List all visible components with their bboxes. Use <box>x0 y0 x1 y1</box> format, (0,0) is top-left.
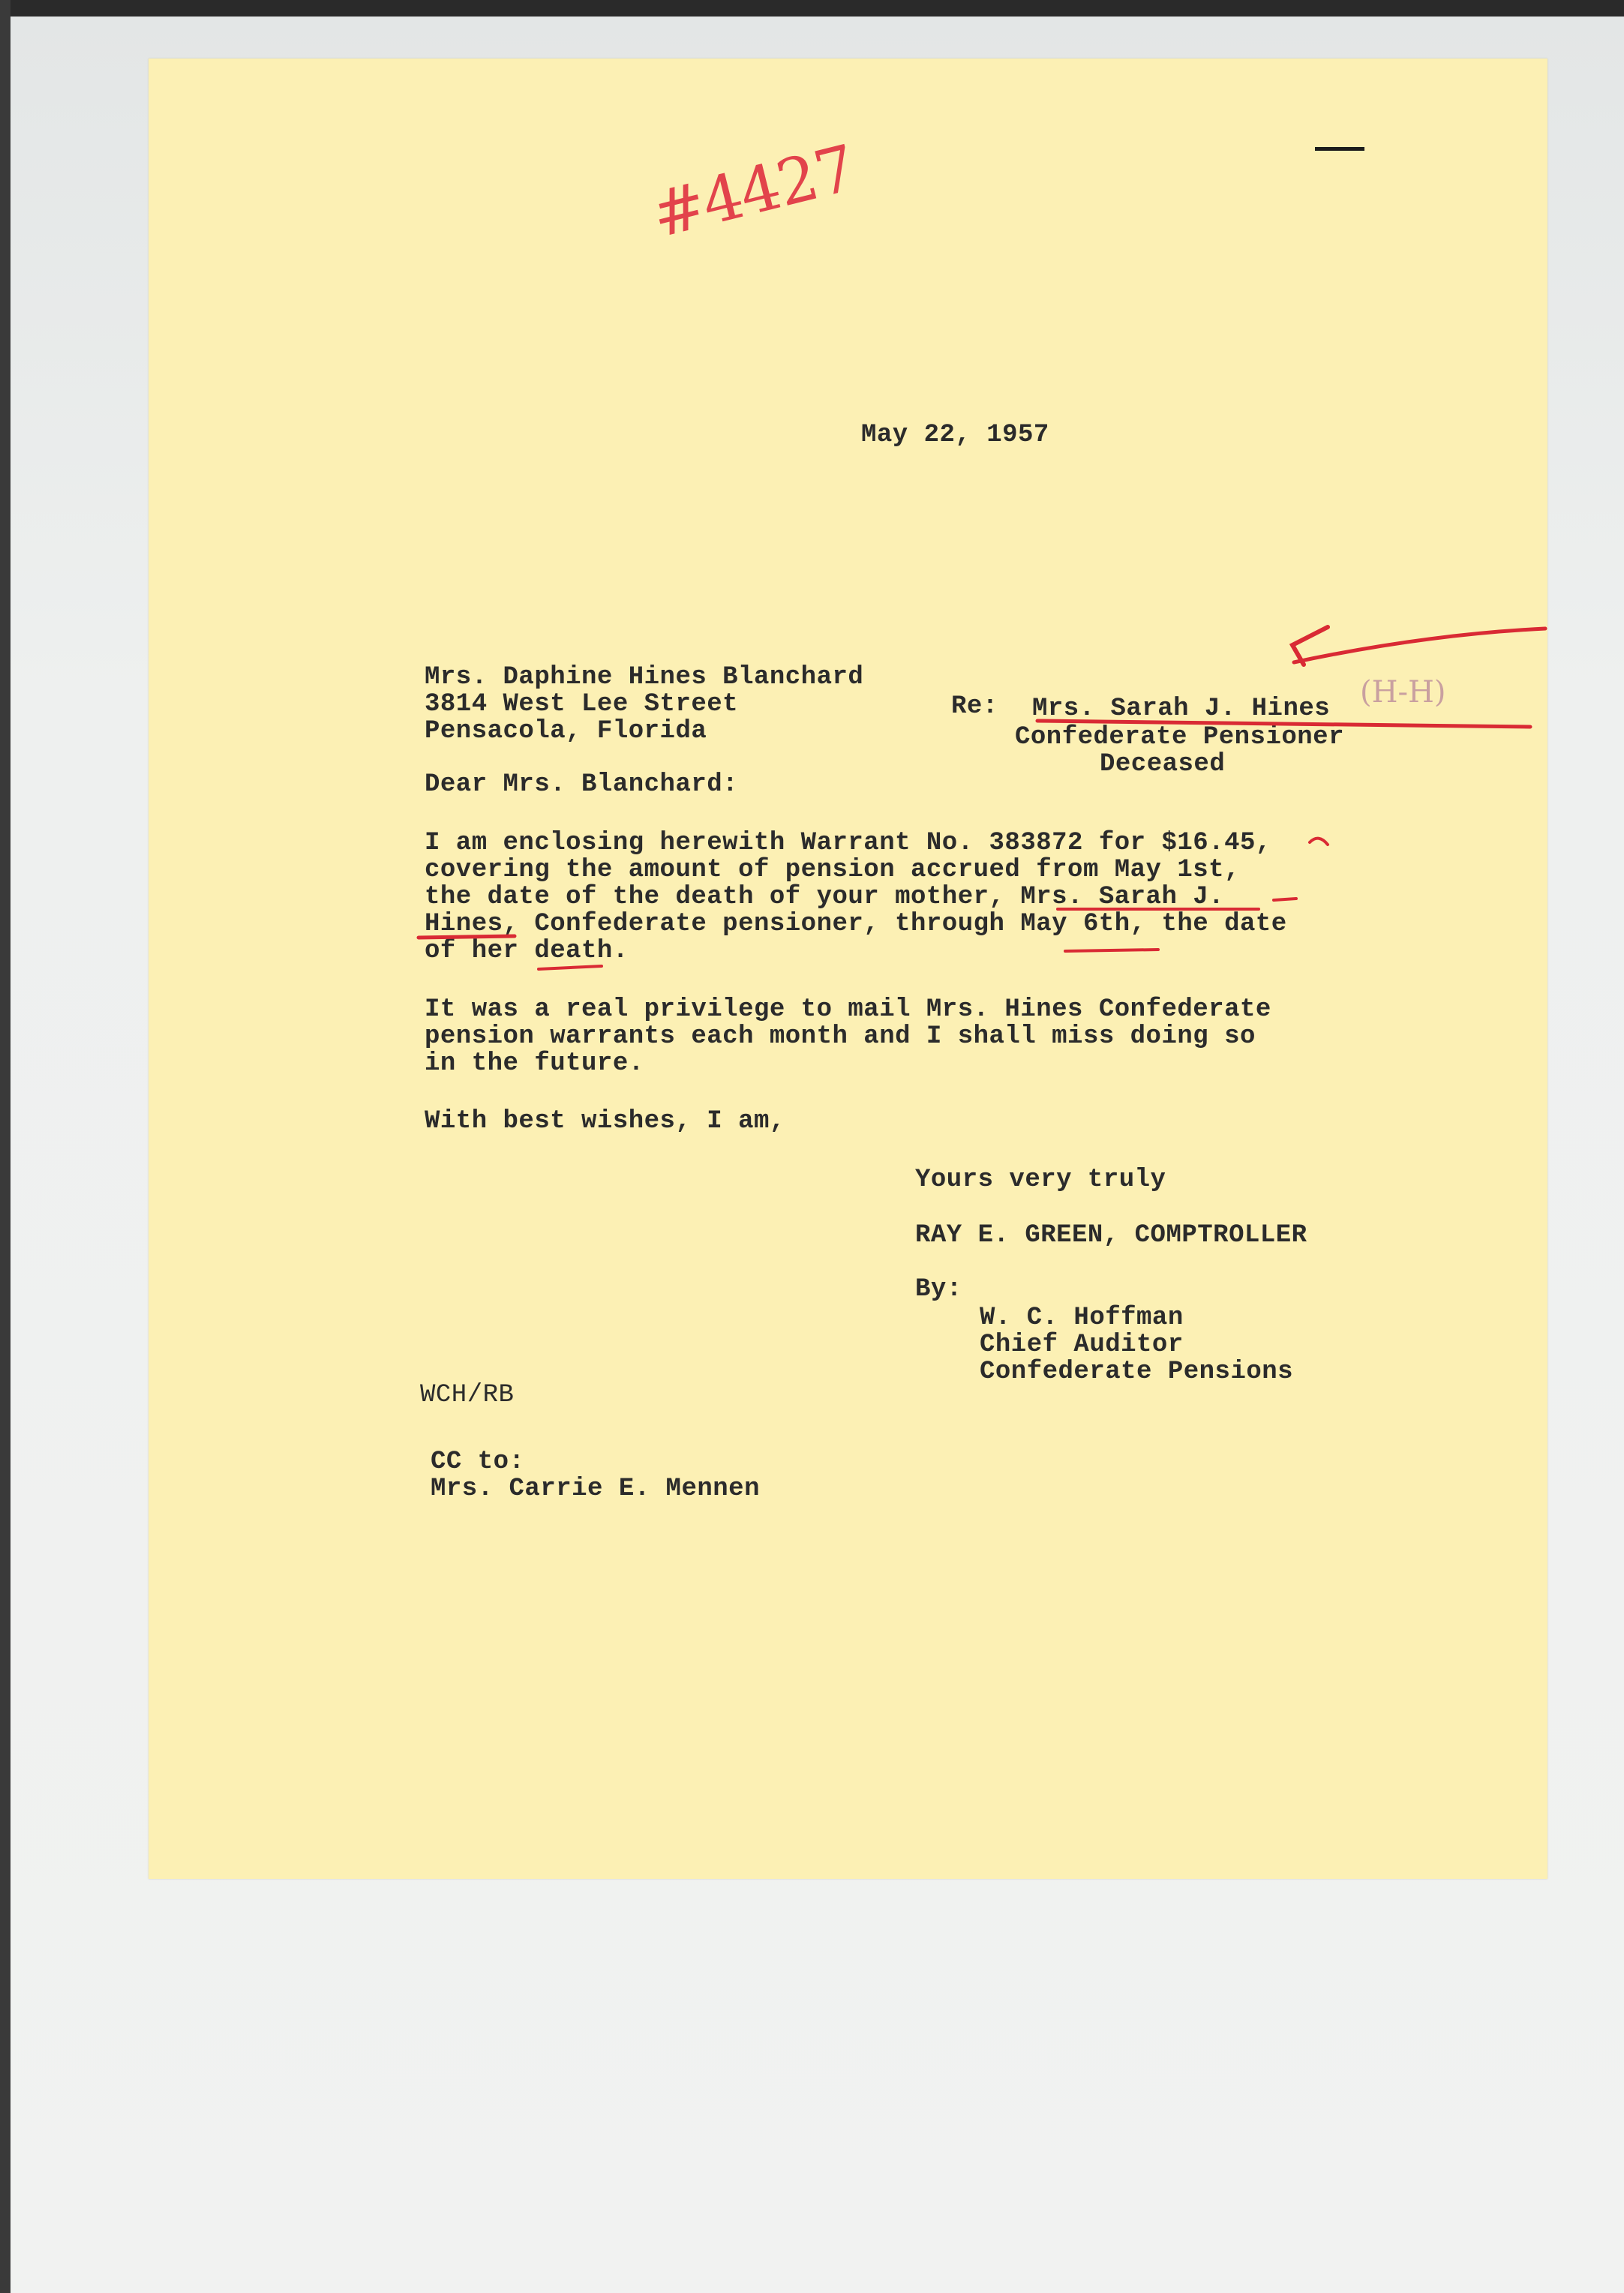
red-dash-after-sarah <box>1274 899 1296 900</box>
red-arrow-line <box>1294 629 1545 662</box>
letter-page <box>149 59 1547 1879</box>
recipient-street: 3814 West Lee Street <box>425 690 739 719</box>
paragraph2-line1: It was a real privilege to mail Mrs. Hines Confederate <box>425 995 1271 1024</box>
paragraph1-line5: of her death. <box>425 937 629 965</box>
recipient-name: Mrs. Daphine Hines Blanchard <box>425 663 864 692</box>
re-label: Re: <box>951 692 998 721</box>
letter-date: May 22, 1957 <box>861 421 1049 449</box>
paragraph1-line3: the date of the death of your mother, Mrs. Sarah J. <box>425 883 1225 911</box>
cc-name: Mrs. Carrie E. Mennen <box>431 1475 760 1503</box>
red-pencil-annotations <box>149 59 1547 1879</box>
reference-initials: WCH/RB <box>420 1381 515 1409</box>
recipient-city: Pensacola, Florida <box>425 717 707 746</box>
paragraph2-line2: pension warrants each month and I shall miss doing so <box>425 1022 1256 1051</box>
paragraph1-line1: I am enclosing herewith Warrant No. 383872 for $16.45, <box>425 829 1271 857</box>
salutation: Dear Mrs. Blanchard: <box>425 770 739 799</box>
handwritten-initials: (H-H) <box>1360 675 1446 710</box>
red-underline-may-6th <box>1065 950 1158 951</box>
signature-closing: Yours very truly <box>915 1166 1166 1194</box>
scan-border-top <box>0 0 1624 17</box>
re-status: Confederate Pensioner <box>1015 723 1344 752</box>
signature-title: Chief Auditor <box>980 1331 1184 1359</box>
red-underline-re-name <box>1037 721 1530 727</box>
signature-office: RAY E. GREEN, COMPTROLLER <box>915 1221 1307 1250</box>
signature-by: By: <box>915 1275 962 1304</box>
signature-name: W. C. Hoffman <box>980 1304 1184 1332</box>
signature-department: Confederate Pensions <box>980 1358 1294 1386</box>
paragraph2-line3: in the future. <box>425 1049 644 1078</box>
paragraph1-line2: covering the amount of pension accrued from May 1st, <box>425 856 1240 884</box>
red-underline-death <box>539 966 602 969</box>
red-underline-hines <box>419 936 515 938</box>
re-name: Mrs. Sarah J. Hines <box>1032 695 1331 723</box>
handwritten-file-number: #4427 <box>644 131 863 252</box>
scan-border-left <box>0 0 11 2293</box>
closing-line: With best wishes, I am, <box>425 1107 785 1136</box>
cc-label: CC to: <box>431 1448 525 1476</box>
red-tick-amount <box>1310 839 1328 845</box>
paragraph1-line4: Hines, Confederate pensioner, through May 6th, the date <box>425 910 1287 938</box>
re-deceased: Deceased <box>1100 750 1226 779</box>
